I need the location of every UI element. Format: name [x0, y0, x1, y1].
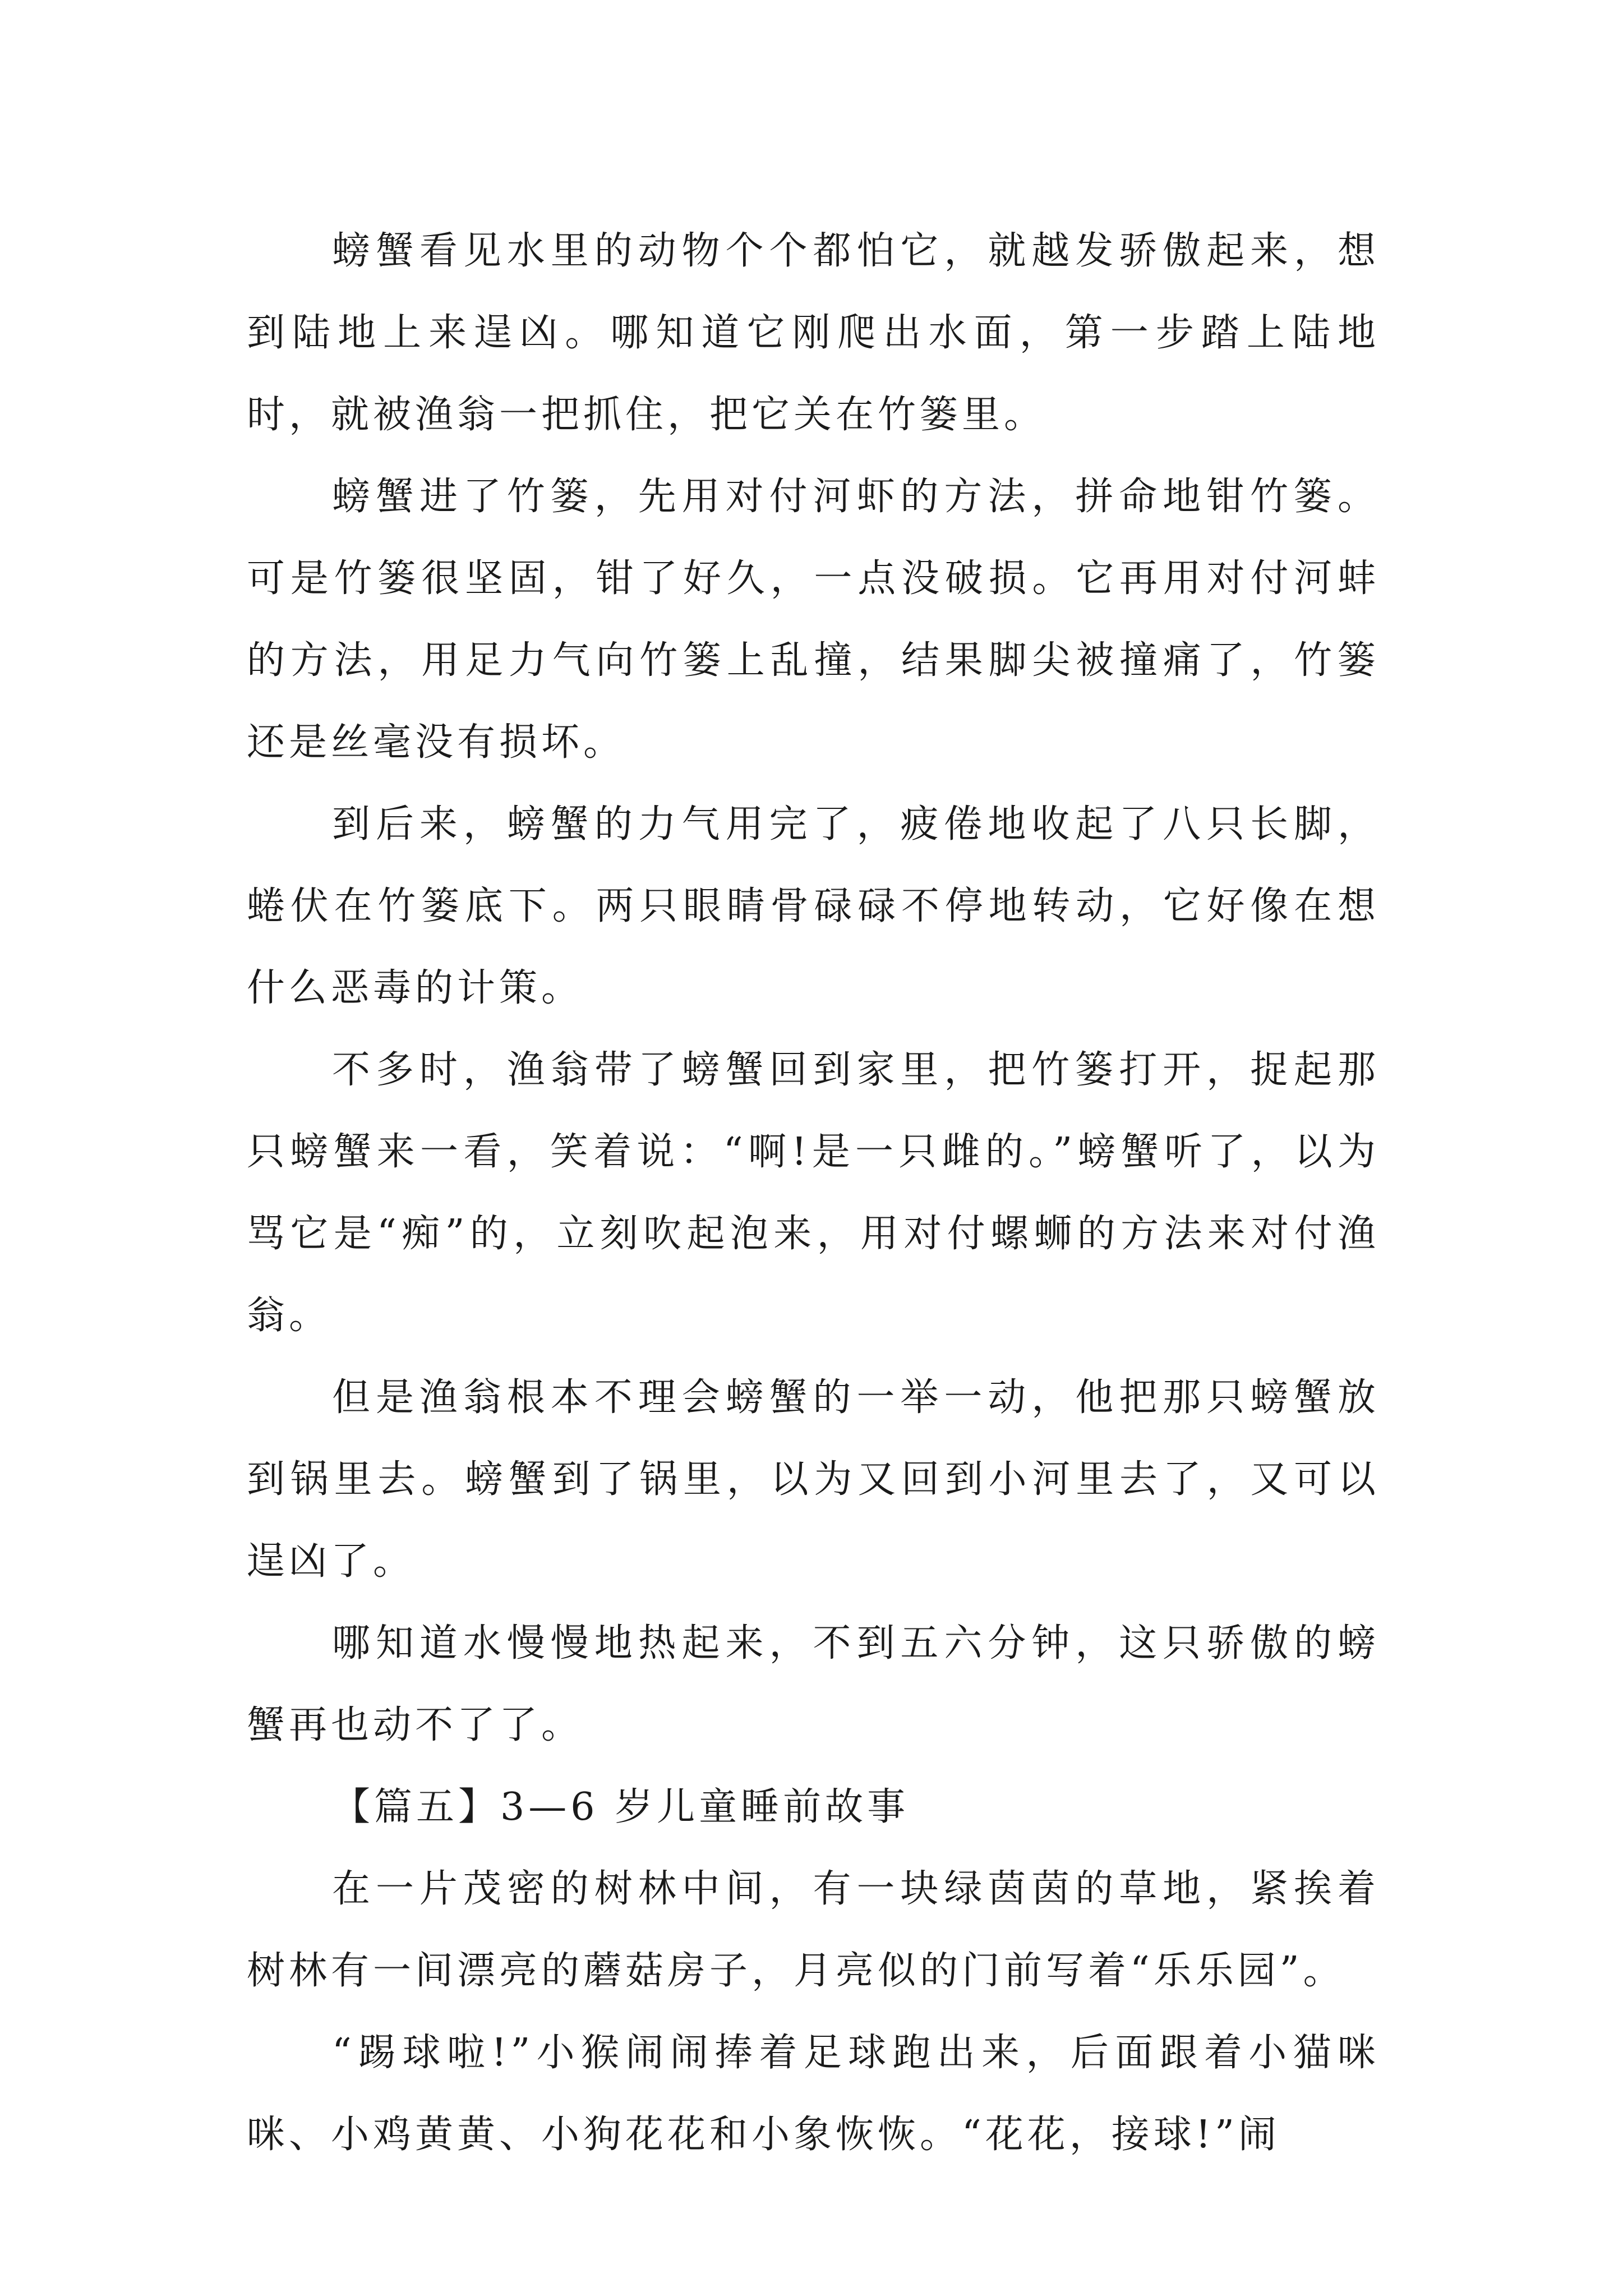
paragraph-1: 螃蟹看见水里的动物个个都怕它，就越发骄傲起来，想到陆地上来逞凶。哪知道它刚爬出水面，第一步踏上陆地时，就被渔翁一把抓住，把它关在竹篓里。: [247, 229, 1380, 437]
section-heading: 【篇五】3—6 岁儿童睡前故事: [332, 1785, 910, 1829]
paragraph-6: 哪知道水慢慢地热起来，不到五六分钟，这只骄傲的螃蟹再也动不了了。: [247, 1621, 1380, 1747]
paragraph-8: “踢球啦!”小猴闹闹捧着足球跑出来，后面跟着小猫咪咪、小鸡黄黄、小狗花花和小象恢恢。“花花，接球!”闹: [247, 2031, 1380, 2157]
paragraph-3: 到后来，螃蟹的力气用完了，疲倦地收起了八只长脚，蜷伏在竹篓底下。两只眼睛骨碌碌不停地转动，它好像在想什么恶毒的计策。: [247, 802, 1380, 1010]
document-body: [247, 210, 1380, 2176]
paragraph-7: 在一片茂密的树林中间，有一块绿茵茵的草地，紧挨着树林有一间漂亮的蘑菇房子，月亮似的门前写着“乐乐园”。: [247, 1867, 1380, 1993]
paragraph-4: 不多时，渔翁带了螃蟹回到家里，把竹篓打开，捉起那只螃蟹来一看，笑着说：“啊!是一只雌的。”螃蟹听了，以为骂它是“痴”的，立刻吹起泡来，用对付螺蛳的方法来对付渔翁。: [247, 1048, 1380, 1338]
paragraph-5: 但是渔翁根本不理会螃蟹的一举一动，他把那只螃蟹放到锅里去。螃蟹到了锅里，以为又回到小河里去了，又可以逞凶了。: [247, 1375, 1380, 1584]
paragraph-2: 螃蟹进了竹篓，先用对付河虾的方法，拼命地钳竹篓。可是竹篓很坚固，钳了好久，一点没破损。它再用对付河蚌的方法，用足力气向竹篓上乱撞，结果脚尖被撞痛了，竹篓还是丝毫没有损坏。: [247, 475, 1380, 765]
